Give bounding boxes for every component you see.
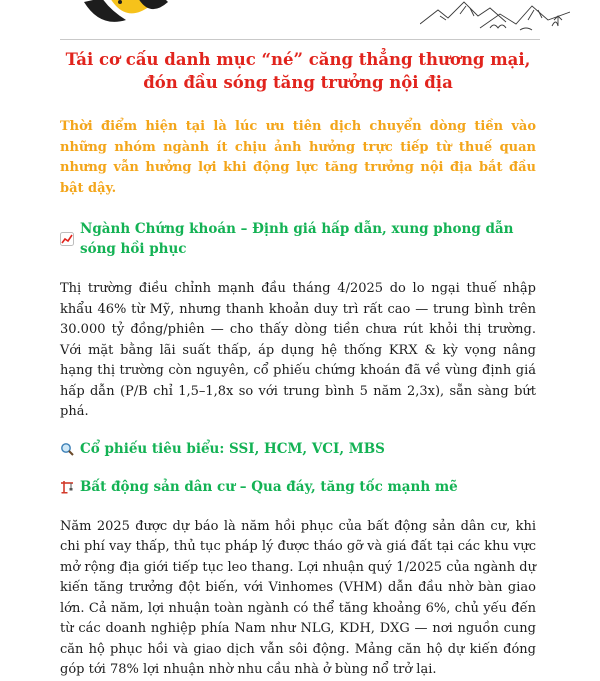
magnifying-glass-icon (60, 442, 74, 456)
section-heading-text: Bất động sản dân cư – Qua đáy, tăng tốc mạnh mẽ (80, 478, 458, 495)
section-heading-text: Cổ phiếu tiêu biểu: SSI, HCM, VCI, MBS (80, 440, 385, 457)
section-body-real-estate: Năm 2025 được dự báo là năm hồi phục của bất động sản dân cư, khi chi phí vay thấp, thủ tục pháp lý được tháo gỡ và giá đất tại các khu vực mở rộng địa giới tiếp tục leo thang. Lợi nhuận quý 1/2025 của ngành dự kiến tăng trưởng đột biến, với Vinhomes (VHM) dẫn đầu nhờ bàn giao lớn. Cả năm, lợi nhuận toàn ngành có thể tăng khoảng 6%, chủ yếu đến từ các doanh nghiệp phía Nam như NLG, KDH, DXG — nơi nguồn cung căn hộ phục hồi và giao dịch vẫn sôi động. Mảng căn hộ dự kiến đóng góp tới 78% lợi nhuận nhờ nhu cầu nhà ở bùng nổ trở lại. (60, 518, 536, 677)
section-heading-real-estate (60, 477, 536, 497)
mountain-sketch-icon (420, 0, 570, 32)
section-heading-text: Ngành Chứng khoán – Định giá hấp dẫn, xung phong dẫn sóng hồi phục (80, 221, 514, 257)
section-body-securities: Thị trường điều chỉnh mạnh đầu tháng 4/2025 do lo ngại thuế nhập khẩu 46% từ Mỹ, nhưng thanh khoản duy trì rất cao — trung bình trên 30.000 tỷ đồng/phiên — cho thấy dòng tiền chưa rút khỏi thị trường. Với mặt bằng lãi suất thấp, áp dụng hệ thống KRX & kỳ vọng nâng hạng thị trường còn nguyên, cổ phiếu chứng khoán đã về vùng định giá hấp dẫn (P/B chỉ 1,5–1,8x so với trung bình 5 năm 2,3x), sẵn sàng bứt phá. (60, 281, 536, 419)
construction-crane-icon (60, 480, 74, 494)
eagle-logo-icon (80, 0, 172, 34)
header-divider (60, 39, 540, 40)
lead-paragraph: Thời điểm hiện tại là lúc ưu tiên dịch chuyển dòng tiền vào những nhóm ngành ít chịu ảnh hưởng trực tiếp từ thuế quan nhưng vẫn hưởng lợi khi động lực tăng trưởng nội địa bắt đầu bật dậy. (60, 119, 536, 196)
article-title: Tái cơ cấu danh mục “né” căng thẳng thương mại, đón đầu sóng tăng trưởng nội địa (65, 50, 531, 92)
article (60, 44, 536, 681)
section-heading-securities (60, 219, 536, 259)
chart-increasing-icon (60, 232, 74, 246)
section-heading-stocks (60, 439, 536, 459)
page-header (0, 0, 600, 40)
